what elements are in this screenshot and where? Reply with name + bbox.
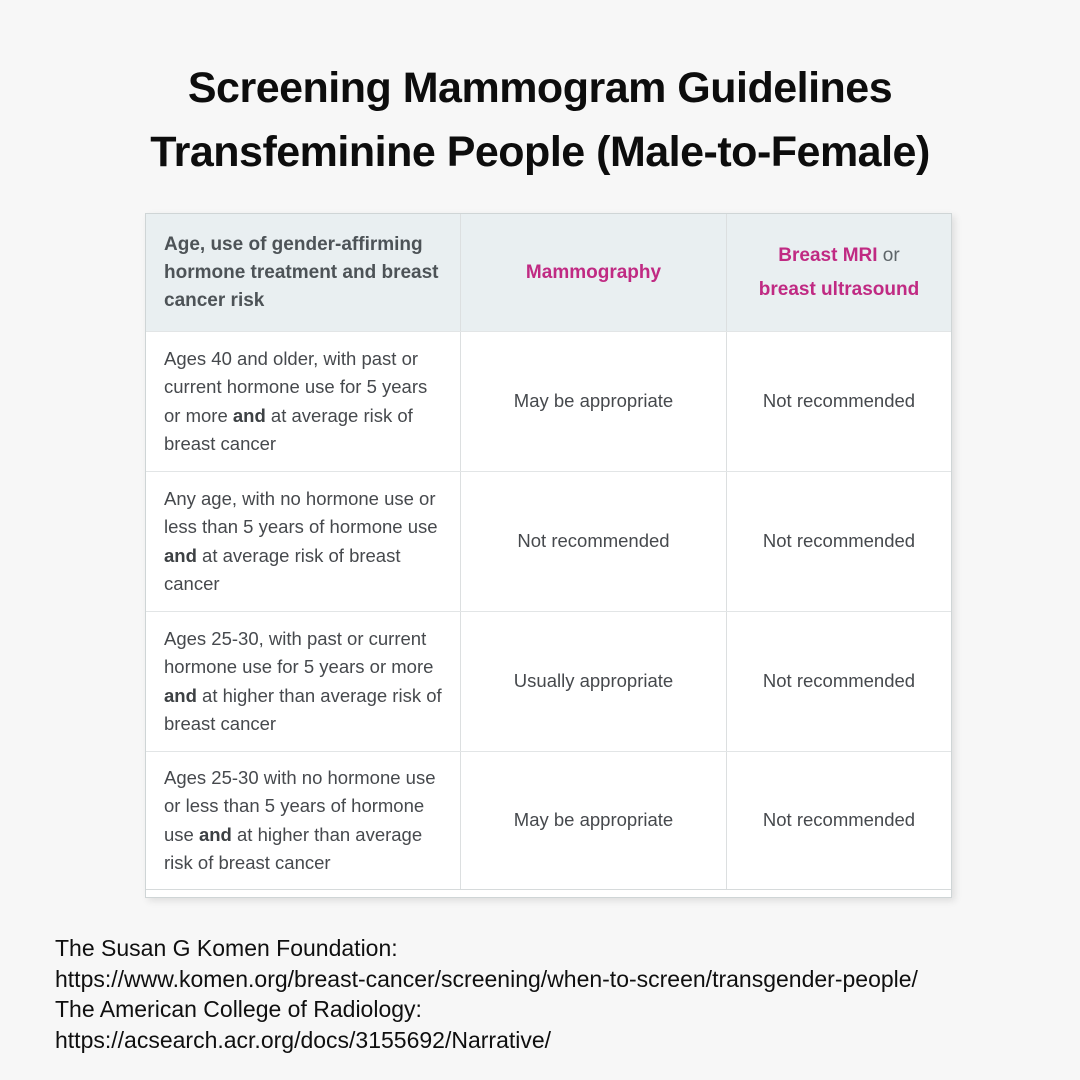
mri-ultrasound-cell: Not recommended <box>726 752 951 889</box>
guidelines-table <box>145 213 952 898</box>
table-row-4 <box>146 751 951 889</box>
criteria-cell: Ages 25-30, with past or current hormone use for 5 years or more and at higher than average risk of breast cancer <box>164 627 442 734</box>
mri-ultrasound-cell: Not recommended <box>726 332 951 471</box>
table-row-1 <box>146 331 951 471</box>
column-header-mammography: Mammography <box>460 214 726 331</box>
table-partial-row <box>146 889 951 897</box>
mri-ultrasound-cell: Not recommended <box>726 612 951 751</box>
title-line-1: Screening Mammogram Guidelines <box>187 64 893 112</box>
column-header-mri-ultrasound: Breast MRI or breast ultrasound <box>726 214 951 331</box>
source-acr-url: https://acsearch.acr.org/docs/3155692/Narrative/ <box>55 1026 552 1053</box>
table-row-2 <box>146 471 951 611</box>
page-title <box>0 56 1080 184</box>
sources <box>55 933 918 1055</box>
table-header-row <box>146 214 951 331</box>
source-acr-label: The American College of Radiology: <box>55 996 422 1022</box>
source-komen-url: https://www.komen.org/breast-cancer/screening/when-to-screen/transgender-people/ <box>55 965 918 992</box>
mammography-cell: May be appropriate <box>460 332 726 471</box>
criteria-cell: Any age, with no hormone use or less than 5 years of hormone use and at average risk of breast cancer <box>164 487 438 594</box>
title-line-2: Transfeminine People (Male-to-Female) <box>150 128 930 176</box>
mri-ultrasound-cell: Not recommended <box>726 472 951 611</box>
mammography-cell: May be appropriate <box>460 752 726 889</box>
mammography-cell: Not recommended <box>460 472 726 611</box>
column-header-criteria: Age, use of gender-affirming hormone treatment and breast cancer risk <box>164 233 439 311</box>
mammography-cell: Usually appropriate <box>460 612 726 751</box>
source-komen-label: The Susan G Komen Foundation: <box>55 935 398 961</box>
table-row-3 <box>146 611 951 751</box>
criteria-cell: Ages 25-30 with no hormone use or less than 5 years of hormone use and at higher than average risk of breast cancer <box>164 766 436 873</box>
criteria-cell: Ages 40 and older, with past or current hormone use for 5 years or more and at average risk of breast cancer <box>164 347 428 454</box>
